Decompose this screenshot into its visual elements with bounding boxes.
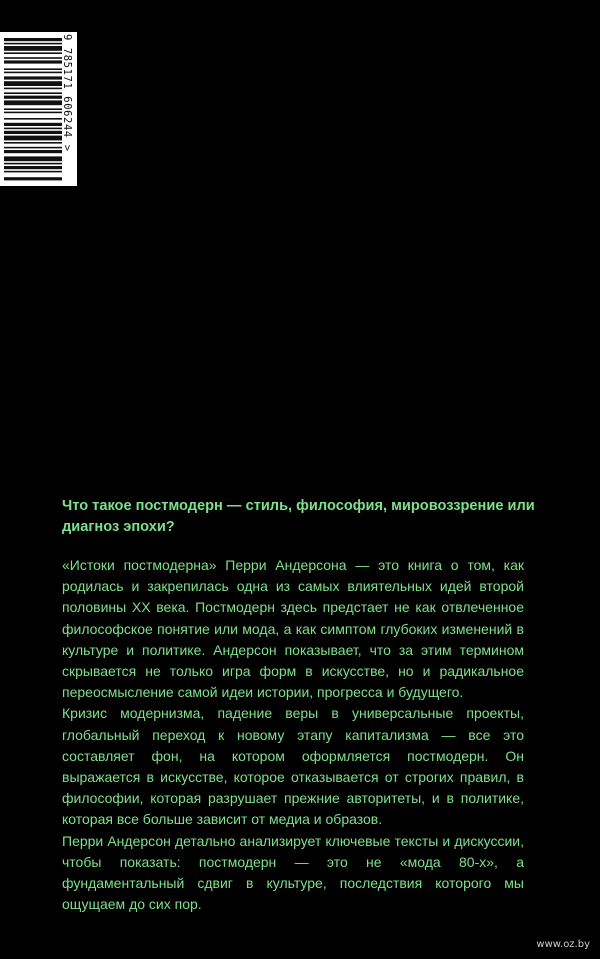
barcode-bar bbox=[4, 108, 62, 110]
barcode-bar bbox=[4, 177, 62, 180]
barcode-bar bbox=[4, 171, 62, 173]
barcode-bar bbox=[4, 43, 62, 45]
barcode-bar bbox=[4, 68, 62, 70]
annotation-paragraph-1: «Истоки постмодерна» Перри Андерсона — это книга о том, как родилась и закрепилась одна из самых влиятельных идей второй половины XX века. Постмодерн здесь предстает не как отвлеченное философское понятие или мода, а как симптом глубоких изменений в культуре и политике. Андерсон показывает, что за этим термином скрывается не только игра форм в искусстве, но и радикальное переосмысление самой идеи истории, прогресса и будущего. bbox=[62, 557, 524, 701]
barcode-bar bbox=[4, 81, 62, 86]
watermark: www.oz.by bbox=[536, 939, 590, 950]
barcode-bar bbox=[4, 38, 62, 41]
barcode-bar bbox=[4, 166, 62, 169]
barcode-bar bbox=[4, 60, 62, 63]
barcode-bar bbox=[4, 131, 62, 134]
barcode-bar bbox=[4, 76, 62, 79]
barcode-bar bbox=[4, 142, 62, 144]
barcode-bar bbox=[4, 136, 62, 141]
annotation-paragraph-2: Кризис модернизма, падение веры в универсальные проекты, глобальный переход к новому этапу капитализма — все это составляет фон, на котором оформляется постмодерн. Он выражается в искусстве, которое отказывается от строгих правил, в философии, которая разрушает прежние авторитеты, и в политике, которая все больше зависит от медиа и образов. bbox=[62, 705, 524, 828]
barcode-bar bbox=[4, 118, 62, 120]
barcode-bar bbox=[4, 72, 62, 74]
barcode bbox=[0, 32, 77, 186]
barcode-bar bbox=[4, 163, 62, 165]
barcode-bar bbox=[4, 52, 62, 54]
barcode-bar bbox=[4, 147, 62, 149]
isbn-digits: 9 785171 606244 > bbox=[61, 34, 73, 152]
barcode-bar bbox=[4, 88, 62, 90]
barcode-bar bbox=[4, 57, 62, 59]
barcode-bar bbox=[4, 92, 62, 94]
cover-question: Что такое постмодерн — стиль, философия, мировоззрение или диагноз эпохи? bbox=[62, 498, 535, 535]
barcode-bar bbox=[4, 96, 62, 99]
barcode-bar bbox=[4, 123, 62, 126]
barcode-bar bbox=[4, 128, 62, 130]
barcode-bar bbox=[4, 100, 62, 105]
annotation-text bbox=[62, 555, 524, 915]
annotation-paragraph-3: Перри Андерсон детально анализирует ключевые тексты и дискуссии, чтобы показать: постмодерн — это не «мода 80-х», а фундаментальный сдвиг в культуре, последствия которого мы ощущаем до сих пор. bbox=[62, 832, 524, 913]
barcode-bar bbox=[4, 156, 62, 161]
barcode-bar bbox=[4, 46, 62, 51]
barcode-bar bbox=[4, 150, 62, 153]
barcode-bar bbox=[4, 112, 62, 114]
